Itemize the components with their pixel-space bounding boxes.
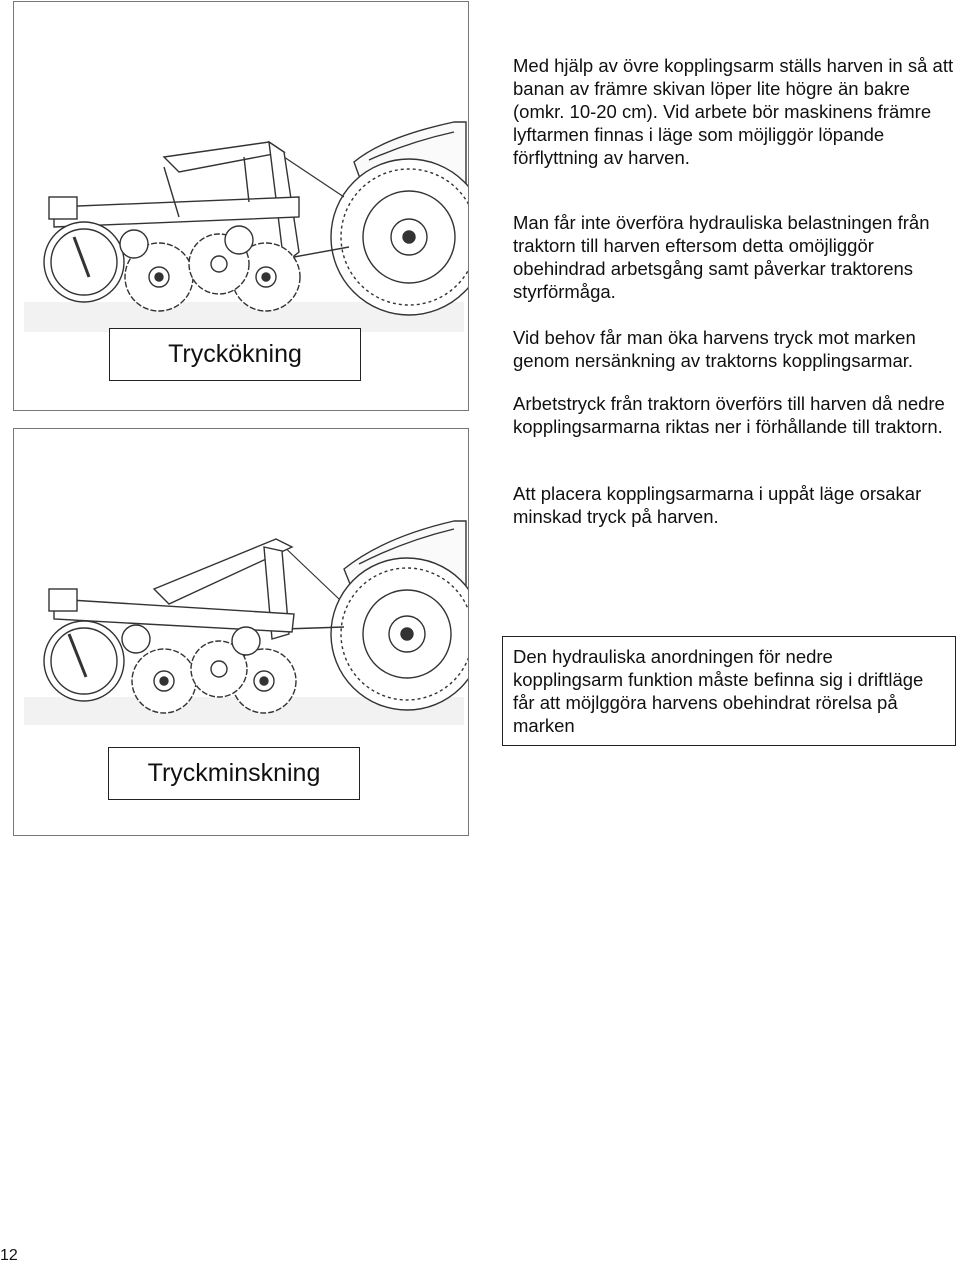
label-tryckminskning: Tryckminskning — [108, 747, 360, 800]
page-number: 12 — [0, 1247, 18, 1264]
paragraph-working-pressure: Arbetstryck från traktorn överförs till harven då nedre kopplingsarmarna riktas ner i förhållande till traktorn. — [513, 393, 945, 437]
hydraulic-note-box: Den hydrauliska anordningen för nedre kopplingsarm funktion måste befinna sig i driftläge får att möjlggöra harvens obehindrat rörelsa på marken — [502, 636, 956, 746]
label-tryckokning: Tryckökning — [109, 328, 361, 381]
paragraph-increase-pressure: Vid behov får man öka harvens tryck mot marken genom nersänkning av traktorns kopplingsarmar. — [513, 327, 916, 371]
paragraph-reduce-pressure: Att placera kopplingsarmarna i uppåt läge orsakar minskad tryck på harven. — [513, 483, 922, 527]
paragraph-hydraulic-warning: Man får inte överföra hydrauliska belastningen från traktorn till harven eftersom detta omöjliggör obehindrad arbetsgång samt påverkar traktorens styrförmåga. — [513, 212, 930, 302]
paragraph-setting-instructions: Med hjälp av övre kopplingsarm ställs harven in så att banan av främre skivan löper lite högre än bakre (omkr. 10-20 cm). Vid arbete bör maskinens främre lyftarmen finnas i läge som möjliggör löpande förflyttning av harven. — [513, 55, 954, 168]
